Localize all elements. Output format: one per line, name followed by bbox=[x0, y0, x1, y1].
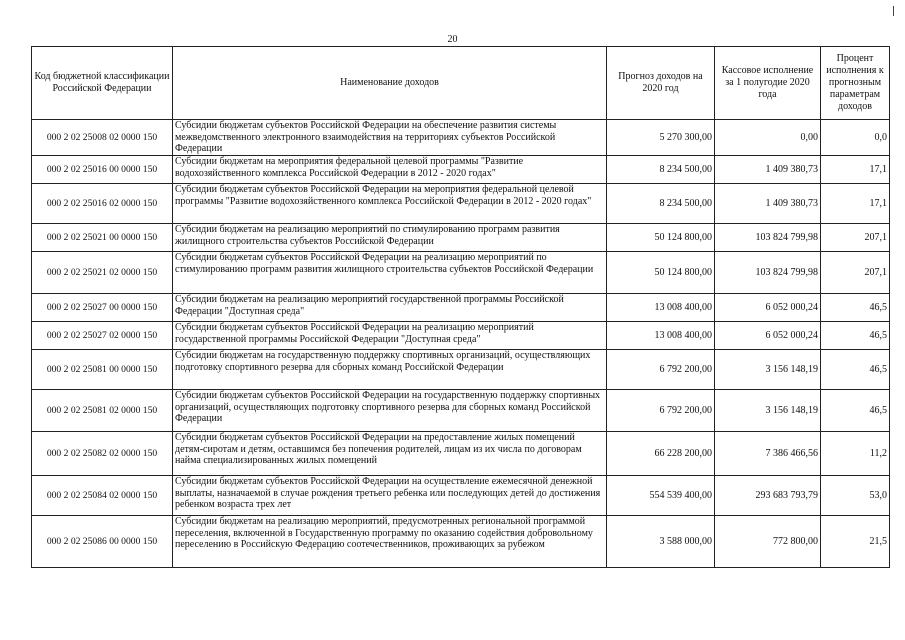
header-code: Код бюджетной классификации Российской Федерации bbox=[32, 47, 173, 120]
cell-code: 000 2 02 25016 02 0000 150 bbox=[32, 184, 173, 224]
cell-name: Субсидии бюджетам на реализацию мероприятий, предусмотренных региональной программой переселения, включенной в Государственную программу по оказанию содействия добровольному переселению в Российскую Федерацию соотечественников, проживающих за рубежом bbox=[173, 516, 607, 568]
cell-percent: 0,0 bbox=[821, 120, 890, 156]
cell-percent: 207,1 bbox=[821, 224, 890, 252]
cell-name: Субсидии бюджетам субъектов Российской Федерации на реализацию мероприятий государственной программы Российской Федерации "Доступная среда" bbox=[173, 322, 607, 350]
cell-name: Субсидии бюджетам субъектов Российской Федерации на обеспечение развития системы межведомственного электронного взаимодействия на территориях субъектов Российской Федерации bbox=[173, 120, 607, 156]
cell-percent: 17,1 bbox=[821, 184, 890, 224]
cell-forecast: 5 270 300,00 bbox=[607, 120, 715, 156]
header-name: Наименование доходов bbox=[173, 47, 607, 120]
cell-percent: 46,5 bbox=[821, 322, 890, 350]
cell-execution: 1 409 380,73 bbox=[715, 184, 821, 224]
table-row bbox=[32, 432, 890, 476]
cell-execution: 103 824 799,98 bbox=[715, 252, 821, 294]
table-header-row bbox=[32, 47, 890, 120]
cell-percent: 17,1 bbox=[821, 156, 890, 184]
cell-name: Субсидии бюджетам субъектов Российской Федерации на государственную поддержку спортивных организаций, осуществляющих подготовку спортивного резерва для сборных команд Российской Федерации bbox=[173, 390, 607, 432]
cell-percent: 46,5 bbox=[821, 350, 890, 390]
cell-execution: 293 683 793,79 bbox=[715, 476, 821, 516]
cell-execution: 7 386 466,56 bbox=[715, 432, 821, 476]
table-row bbox=[32, 252, 890, 294]
cell-forecast: 3 588 000,00 bbox=[607, 516, 715, 568]
cell-code: 000 2 02 25021 00 0000 150 bbox=[32, 224, 173, 252]
table-row bbox=[32, 224, 890, 252]
cell-forecast: 6 792 200,00 bbox=[607, 390, 715, 432]
cell-execution: 103 824 799,98 bbox=[715, 224, 821, 252]
cell-execution: 1 409 380,73 bbox=[715, 156, 821, 184]
cell-execution: 772 800,00 bbox=[715, 516, 821, 568]
cell-forecast: 554 539 400,00 bbox=[607, 476, 715, 516]
table-row bbox=[32, 120, 890, 156]
cell-name: Субсидии бюджетам на реализацию мероприятий государственной программы Российской Федерации "Доступная среда" bbox=[173, 294, 607, 322]
table-row bbox=[32, 156, 890, 184]
cell-execution: 3 156 148,19 bbox=[715, 390, 821, 432]
cell-execution: 0,00 bbox=[715, 120, 821, 156]
budget-revenue-table bbox=[31, 46, 890, 568]
cell-forecast: 66 228 200,00 bbox=[607, 432, 715, 476]
cell-code: 000 2 02 25081 02 0000 150 bbox=[32, 390, 173, 432]
table-row bbox=[32, 322, 890, 350]
cell-percent: 46,5 bbox=[821, 390, 890, 432]
cell-code: 000 2 02 25027 02 0000 150 bbox=[32, 322, 173, 350]
cell-name: Субсидии бюджетам субъектов Российской Федерации на реализацию мероприятий по стимулированию программ развития жилищного строительства субъектов Российской Федерации bbox=[173, 252, 607, 294]
cell-code: 000 2 02 25016 00 0000 150 bbox=[32, 156, 173, 184]
table-row bbox=[32, 390, 890, 432]
cell-name: Субсидии бюджетам на мероприятия федеральной целевой программы "Развитие водохозяйственного комплекса Российской Федерации в 2012 - 2020 годах" bbox=[173, 156, 607, 184]
header-percent: Процент исполнения к прогнозным параметрам доходов bbox=[821, 47, 890, 120]
cell-code: 000 2 02 25021 02 0000 150 bbox=[32, 252, 173, 294]
cell-forecast: 50 124 800,00 bbox=[607, 224, 715, 252]
cell-forecast: 6 792 200,00 bbox=[607, 350, 715, 390]
table-row bbox=[32, 516, 890, 568]
table-row bbox=[32, 294, 890, 322]
table-row bbox=[32, 350, 890, 390]
cell-code: 000 2 02 25027 00 0000 150 bbox=[32, 294, 173, 322]
scan-mark bbox=[893, 6, 894, 16]
cell-code: 000 2 02 25008 02 0000 150 bbox=[32, 120, 173, 156]
cell-percent: 53,0 bbox=[821, 476, 890, 516]
cell-name: Субсидии бюджетам субъектов Российской Федерации на мероприятия федеральной целевой программы "Развитие водохозяйственного комплекса Российской Федерации в 2012 - 2020 годах" bbox=[173, 184, 607, 224]
cell-forecast: 8 234 500,00 bbox=[607, 156, 715, 184]
cell-execution: 6 052 000,24 bbox=[715, 322, 821, 350]
cell-name: Субсидии бюджетам на государственную поддержку спортивных организаций, осуществляющих подготовку спортивного резерва для сборных команд Российской Федерации bbox=[173, 350, 607, 390]
table-row bbox=[32, 476, 890, 516]
cell-code: 000 2 02 25084 02 0000 150 bbox=[32, 476, 173, 516]
cell-forecast: 8 234 500,00 bbox=[607, 184, 715, 224]
cell-percent: 21,5 bbox=[821, 516, 890, 568]
cell-percent: 207,1 bbox=[821, 252, 890, 294]
cell-forecast: 13 008 400,00 bbox=[607, 294, 715, 322]
cell-forecast: 13 008 400,00 bbox=[607, 322, 715, 350]
cell-name: Субсидии бюджетам субъектов Российской Федерации на предоставление жилых помещений детям-сиротам и детям, оставшимся без попечения родителей, лицам из их числа по договорам найма специализированных жилых помещений bbox=[173, 432, 607, 476]
header-execution: Кассовое исполнение за 1 полугодие 2020 года bbox=[715, 47, 821, 120]
cell-name: Субсидии бюджетам на реализацию мероприятий по стимулированию программ развития жилищного строительства субъектов Российской Федерации bbox=[173, 224, 607, 252]
cell-code: 000 2 02 25082 02 0000 150 bbox=[32, 432, 173, 476]
table-row bbox=[32, 184, 890, 224]
cell-code: 000 2 02 25081 00 0000 150 bbox=[32, 350, 173, 390]
cell-percent: 11,2 bbox=[821, 432, 890, 476]
page-number: 20 bbox=[447, 34, 458, 45]
cell-execution: 6 052 000,24 bbox=[715, 294, 821, 322]
cell-percent: 46,5 bbox=[821, 294, 890, 322]
cell-execution: 3 156 148,19 bbox=[715, 350, 821, 390]
cell-forecast: 50 124 800,00 bbox=[607, 252, 715, 294]
cell-code: 000 2 02 25086 00 0000 150 bbox=[32, 516, 173, 568]
header-forecast: Прогноз доходов на 2020 год bbox=[607, 47, 715, 120]
cell-name: Субсидии бюджетам субъектов Российской Федерации на осуществление ежемесячной денежной выплаты, назначаемой в случае рождения третьего ребенка или последующих детей до достижения ребенком возраста трех лет bbox=[173, 476, 607, 516]
